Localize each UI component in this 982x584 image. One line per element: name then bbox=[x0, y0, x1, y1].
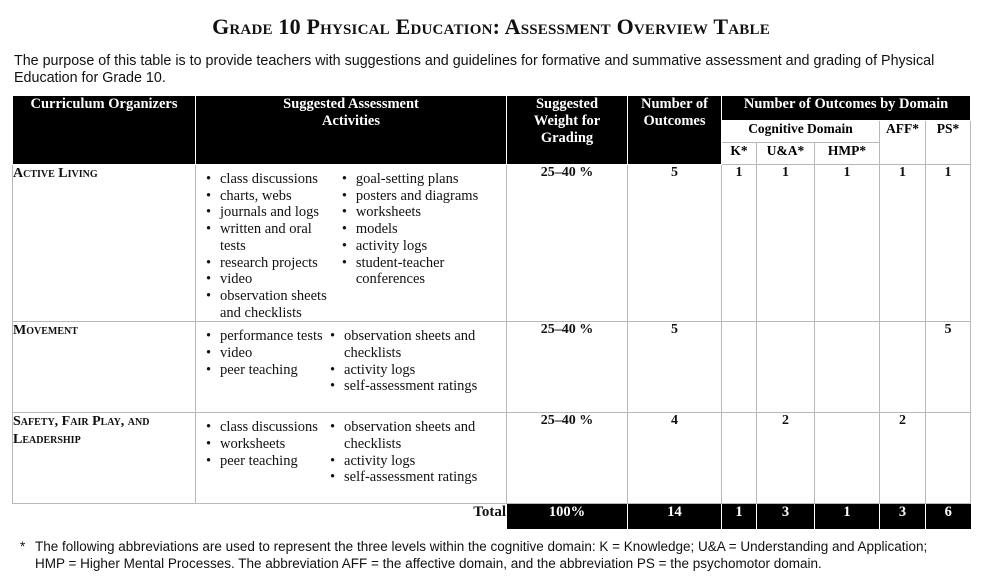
header-number-of-outcomes: Number of Outcomes bbox=[628, 96, 722, 165]
assessment-table bbox=[12, 95, 971, 529]
activities-cell bbox=[196, 322, 507, 413]
list-item: • video bbox=[204, 345, 328, 362]
activities-list-right bbox=[340, 171, 506, 321]
list-item: • self-assessment ratings bbox=[328, 378, 506, 395]
header-aff: AFF* bbox=[880, 121, 926, 165]
ps-cell bbox=[926, 413, 971, 504]
ua-cell: 1 bbox=[757, 165, 815, 322]
total-ua: 3 bbox=[757, 504, 815, 529]
activities-list-right bbox=[328, 419, 506, 486]
list-item: • charts, webs bbox=[204, 188, 340, 205]
hmp-cell bbox=[815, 322, 880, 413]
number-cell: 4 bbox=[628, 413, 722, 504]
total-number: 14 bbox=[628, 504, 722, 529]
list-item: • models bbox=[340, 221, 506, 238]
header-outcomes-by-domain: Number of Outcomes by Domain bbox=[722, 96, 971, 121]
activities-cell bbox=[196, 413, 507, 504]
list-item: • student-teacher conferences bbox=[340, 255, 506, 288]
ps-cell: 5 bbox=[926, 322, 971, 413]
organizer-cell: Movement bbox=[13, 322, 196, 413]
table-row bbox=[13, 322, 971, 413]
list-item: • written and oral tests bbox=[204, 221, 340, 254]
list-item: • posters and diagrams bbox=[340, 188, 506, 205]
total-k: 1 bbox=[722, 504, 757, 529]
weight-cell: 25–40 % bbox=[507, 413, 628, 504]
list-item: • self-assessment ratings bbox=[328, 469, 506, 486]
number-cell: 5 bbox=[628, 322, 722, 413]
list-item: • peer teaching bbox=[204, 453, 328, 470]
list-item: • worksheets bbox=[204, 436, 328, 453]
header-ps: PS* bbox=[926, 121, 971, 165]
list-item: • class discussions bbox=[204, 171, 340, 188]
list-item: • observation sheets and checklists bbox=[328, 419, 506, 452]
list-item: • observation sheets and checklists bbox=[328, 328, 506, 361]
k-cell bbox=[722, 413, 757, 504]
intro-paragraph: The purpose of this table is to provide teachers with suggestions and guidelines for formative and summative assessment and grading of Physical Education for Grade 10. bbox=[14, 53, 935, 86]
table-row bbox=[13, 165, 971, 322]
activities-list-left bbox=[204, 328, 328, 395]
organizer-cell: Safety, Fair Play, and Leadership bbox=[13, 413, 196, 504]
aff-cell: 2 bbox=[880, 413, 926, 504]
hmp-cell bbox=[815, 413, 880, 504]
activities-list-left bbox=[204, 419, 328, 486]
aff-cell: 1 bbox=[880, 165, 926, 322]
header-suggested-activities: Suggested Assessment Activities bbox=[196, 96, 507, 165]
total-aff: 3 bbox=[880, 504, 926, 529]
k-cell bbox=[722, 322, 757, 413]
activities-list-right bbox=[328, 328, 506, 395]
header-suggested-weight: Suggested Weight for Grading bbox=[507, 96, 628, 165]
footnote bbox=[20, 538, 960, 572]
weight-cell: 25–40 % bbox=[507, 322, 628, 413]
total-label: Total bbox=[473, 504, 506, 521]
footnote-text: The following abbreviations are used to represent the three levels within the cognitive domain: K = Knowledge; U&A = Understanding and Application; HMP = Higher Mental Processes. The abbreviation AFF = the affective domain, and the abbreviation PS = the psychomotor domain. bbox=[35, 539, 928, 571]
list-item: • activity logs bbox=[340, 238, 506, 255]
list-item: • journals and logs bbox=[204, 204, 340, 221]
ps-cell: 1 bbox=[926, 165, 971, 322]
header-cognitive-domain: Cognitive Domain bbox=[722, 121, 880, 143]
hmp-cell: 1 bbox=[815, 165, 880, 322]
list-item: • peer teaching bbox=[204, 362, 328, 379]
list-item: • performance tests bbox=[204, 328, 328, 345]
k-cell: 1 bbox=[722, 165, 757, 322]
list-item: • activity logs bbox=[328, 362, 506, 379]
aff-cell bbox=[880, 322, 926, 413]
ua-cell: 2 bbox=[757, 413, 815, 504]
table-row bbox=[13, 413, 971, 504]
total-row bbox=[13, 504, 971, 529]
list-item: • observation sheets and checklists bbox=[204, 288, 340, 321]
activities-cell bbox=[196, 165, 507, 322]
list-item: • research projects bbox=[204, 255, 340, 272]
number-cell: 5 bbox=[628, 165, 722, 322]
header-hmp: HMP* bbox=[815, 143, 880, 165]
total-ps: 6 bbox=[926, 504, 971, 529]
footnote-marker: * bbox=[20, 539, 26, 554]
list-item: • activity logs bbox=[328, 453, 506, 470]
page-title: Grade 10 Physical Education: Assessment Overview Table bbox=[212, 14, 770, 39]
header-ua: U&A* bbox=[757, 143, 815, 165]
weight-cell: 25–40 % bbox=[507, 165, 628, 322]
header-curriculum-organizers: Curriculum Organizers bbox=[13, 96, 196, 165]
activities-list-left bbox=[204, 171, 340, 321]
list-item: • class discussions bbox=[204, 419, 328, 436]
total-hmp: 1 bbox=[815, 504, 880, 529]
total-weight: 100% bbox=[507, 504, 628, 529]
list-item: • video bbox=[204, 271, 340, 288]
list-item: • goal-setting plans bbox=[340, 171, 506, 188]
ua-cell bbox=[757, 322, 815, 413]
list-item: • worksheets bbox=[340, 204, 506, 221]
organizer-cell: Active Living bbox=[13, 165, 196, 322]
header-k: K* bbox=[722, 143, 757, 165]
